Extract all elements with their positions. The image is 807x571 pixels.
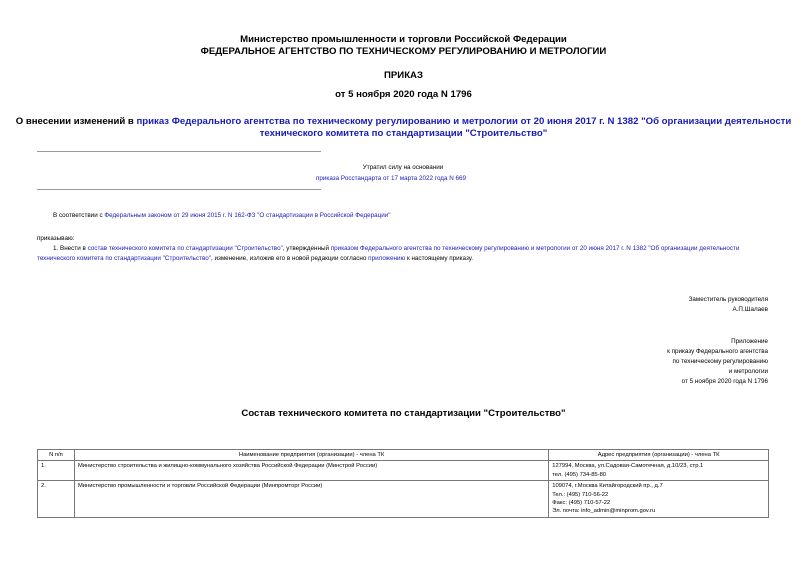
ministry-name: Министерство промышленности и торговли Российской Федерации (240, 34, 567, 45)
table-row (38, 481, 769, 518)
p1-start: 1. Внести в (53, 245, 88, 252)
federal-law-link[interactable]: Федеральным законом от 29 июня 2015 г. N 162-ФЗ "О стандартизации в Российской Федерации" (104, 212, 391, 219)
fax-line: Факс: (495) 710-57-22 (552, 500, 611, 507)
document-title (0, 116, 807, 140)
row-number: 1. (38, 461, 75, 481)
divider-top (37, 151, 321, 152)
divider-bottom (37, 189, 321, 190)
org-name: Министерство строительства и жилищно-коммунального хозяйства Российской Федерации (Минстрой России) (74, 461, 548, 481)
committee-members-table (37, 449, 769, 518)
org-name: Министерство промышленности и торговли Российской Федерации (Минпромторг России) (74, 481, 548, 518)
order-paragraph-1 (37, 244, 772, 264)
p1-mid2: , изменение, изложив его в новой редакции согласно (210, 255, 369, 262)
appendix-link[interactable]: приложению (368, 255, 406, 262)
agency-name: ФЕДЕРАЛЬНОЕ АГЕНТСТВО ПО ТЕХНИЧЕСКОМУ РЕГУЛИРОВАНИЮ И МЕТРОЛОГИИ (200, 46, 607, 57)
table-row (38, 461, 769, 481)
order-1382-link-cont[interactable]: организации деятельности технического комитета по стандартизации "Строительство" (37, 245, 740, 262)
appendix-line-1: к приказу Федерального агентства (667, 348, 768, 355)
appendix-line-4: от 5 ноября 2020 года N 1796 (681, 378, 768, 385)
row-number: 2. (38, 481, 75, 518)
appendix-label: Приложение (731, 338, 768, 345)
p1-end: к настоящему приказу. (405, 255, 474, 262)
signatory-name: А.П.Шалаев (732, 306, 768, 313)
phone-line: тел. (495) 734-85-80 (552, 471, 607, 478)
committee-composition-link[interactable]: состав технического комитета по стандартизации "Строительство" (87, 245, 283, 252)
document-type: ПРИКАЗ (384, 70, 423, 81)
org-address (549, 481, 769, 518)
composition-title: Состав технического комитета по стандартизации "Строительство" (241, 408, 566, 419)
appendix-line-3: и метрологии (728, 368, 768, 375)
table-header-row (38, 450, 769, 461)
col-header-name: Наименование предприятия (организации) - члена ТК (74, 450, 548, 461)
address-line: 109074, г.Москва Китайгородский пр., д.7 (552, 483, 663, 490)
title-link-amended-order[interactable]: приказ Федерального агентства по техническому регулированию и метрологии от 20 июня 2017 г. N 1382 "Об организации деятельности (136, 116, 792, 127)
title-prefix: О внесении изменений в (15, 116, 137, 127)
org-address (549, 461, 769, 481)
col-header-address: Адрес предприятия (организации) - члена ТК (549, 450, 769, 461)
phone-line: Тел.: (495) 710-56-22 (552, 491, 609, 498)
signatory-position: Заместитель руководителя (688, 296, 768, 303)
p1-mid: , утвержденный (282, 245, 331, 252)
basis-prefix: В соответствии с (53, 212, 105, 219)
document-date: от 5 ноября 2020 года N 1796 (335, 89, 472, 100)
email-line: Эл. почта: info_admin@minprom.gov.ru (552, 508, 656, 515)
order-1382-link[interactable]: приказом Федерального агентства по техническому регулированию и метрологии от 20 июня 2017 г. N 1382 "Об (330, 245, 660, 252)
repeal-status-link[interactable]: приказа Росстандарта от 17 марта 2022 года N 669 (316, 175, 467, 182)
col-header-number: N п/п (38, 450, 75, 461)
title-link-amended-order-cont[interactable]: технического комитета по стандартизации "Строительство" (259, 128, 548, 139)
appendix-line-2: по техническому регулированию (672, 358, 768, 365)
legal-basis (53, 211, 391, 221)
address-line: 127994, Москва, ул.Садовая-Самотечная, д.10/23, стр.1 (552, 463, 704, 470)
repeal-status-text: Утратил силу на основании (362, 164, 444, 171)
order-intro: приказываю: (37, 235, 75, 242)
